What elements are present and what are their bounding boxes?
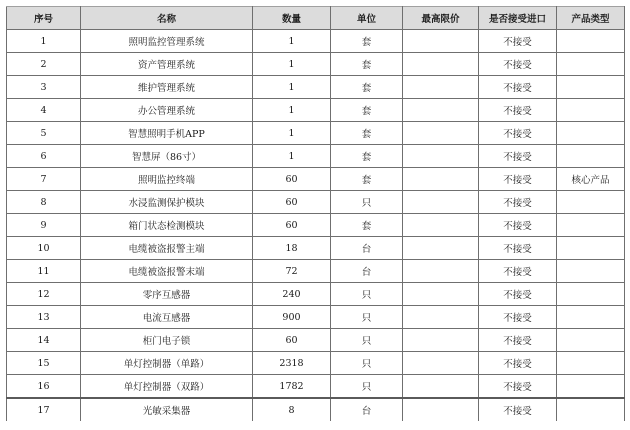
cell-quantity: 72 xyxy=(253,260,331,283)
cell-unit: 套 xyxy=(331,30,403,53)
cell-max-price xyxy=(403,122,479,145)
cell-accept-import: 不接受 xyxy=(479,168,557,191)
cell-max-price xyxy=(403,214,479,237)
cell-quantity: 1 xyxy=(253,76,331,99)
table-row xyxy=(7,306,625,329)
cell-unit: 只 xyxy=(331,352,403,375)
cell-index: 7 xyxy=(7,168,81,191)
cell-name: 照明监控管理系统 xyxy=(81,30,253,53)
cell-max-price xyxy=(403,168,479,191)
cell-max-price xyxy=(403,237,479,260)
cell-name: 柜门电子锁 xyxy=(81,329,253,352)
cell-index: 1 xyxy=(7,30,81,53)
cell-name: 水浸监测保护模块 xyxy=(81,191,253,214)
cell-product-type xyxy=(557,76,625,99)
table-row xyxy=(7,191,625,214)
cell-quantity: 1 xyxy=(253,122,331,145)
cell-index: 3 xyxy=(7,76,81,99)
cell-name: 零序互感器 xyxy=(81,283,253,306)
product-table xyxy=(6,6,625,421)
cell-product-type xyxy=(557,260,625,283)
cell-name: 照明监控终端 xyxy=(81,168,253,191)
cell-unit: 套 xyxy=(331,214,403,237)
cell-unit: 台 xyxy=(331,237,403,260)
cell-accept-import: 不接受 xyxy=(479,237,557,260)
cell-accept-import: 不接受 xyxy=(479,260,557,283)
cell-quantity: 1 xyxy=(253,145,331,168)
cell-accept-import: 不接受 xyxy=(479,145,557,168)
cell-name: 办公管理系统 xyxy=(81,99,253,122)
cell-unit: 套 xyxy=(331,53,403,76)
cell-max-price xyxy=(403,306,479,329)
cell-max-price xyxy=(403,375,479,399)
cell-quantity: 900 xyxy=(253,306,331,329)
table-row xyxy=(7,30,625,53)
table-row xyxy=(7,329,625,352)
cell-product-type xyxy=(557,145,625,168)
cell-name: 电缆被盗报警末端 xyxy=(81,260,253,283)
cell-max-price xyxy=(403,76,479,99)
cell-unit: 只 xyxy=(331,306,403,329)
cell-accept-import: 不接受 xyxy=(479,329,557,352)
cell-index: 8 xyxy=(7,191,81,214)
cell-product-type xyxy=(557,30,625,53)
table-row xyxy=(7,352,625,375)
cell-product-type xyxy=(557,283,625,306)
cell-max-price xyxy=(403,53,479,76)
cell-name: 维护管理系统 xyxy=(81,76,253,99)
cell-index: 6 xyxy=(7,145,81,168)
cell-product-type: 核心产品 xyxy=(557,168,625,191)
header-index: 序号 xyxy=(7,7,81,30)
table-row xyxy=(7,76,625,99)
cell-name: 单灯控制器（单路） xyxy=(81,352,253,375)
cell-name: 单灯控制器（双路） xyxy=(81,375,253,399)
cell-unit: 套 xyxy=(331,122,403,145)
header-max-price: 最高限价 xyxy=(403,7,479,30)
table-row xyxy=(7,122,625,145)
cell-unit: 套 xyxy=(331,168,403,191)
cell-unit: 台 xyxy=(331,260,403,283)
cell-quantity: 2318 xyxy=(253,352,331,375)
cell-accept-import: 不接受 xyxy=(479,191,557,214)
cell-accept-import: 不接受 xyxy=(479,306,557,329)
cell-index: 15 xyxy=(7,352,81,375)
cell-index: 11 xyxy=(7,260,81,283)
cell-index: 17 xyxy=(7,398,81,421)
cell-accept-import: 不接受 xyxy=(479,398,557,421)
cell-name: 智慧照明手机APP xyxy=(81,122,253,145)
cell-name: 电流互感器 xyxy=(81,306,253,329)
table-row xyxy=(7,260,625,283)
cell-accept-import: 不接受 xyxy=(479,214,557,237)
header-row xyxy=(7,7,625,30)
cell-accept-import: 不接受 xyxy=(479,352,557,375)
table-row xyxy=(7,237,625,260)
cell-quantity: 60 xyxy=(253,214,331,237)
cell-max-price xyxy=(403,30,479,53)
cell-accept-import: 不接受 xyxy=(479,30,557,53)
cell-quantity: 60 xyxy=(253,329,331,352)
cell-product-type xyxy=(557,191,625,214)
table-row xyxy=(7,168,625,191)
header-accept-import: 是否接受进口 xyxy=(479,7,557,30)
cell-unit: 只 xyxy=(331,329,403,352)
table-row xyxy=(7,214,625,237)
table-body xyxy=(7,30,625,422)
cell-max-price xyxy=(403,145,479,168)
cell-quantity: 1 xyxy=(253,99,331,122)
header-quantity: 数量 xyxy=(253,7,331,30)
cell-unit: 只 xyxy=(331,191,403,214)
cell-index: 9 xyxy=(7,214,81,237)
cell-name: 智慧屏（86寸） xyxy=(81,145,253,168)
cell-accept-import: 不接受 xyxy=(479,99,557,122)
cell-max-price xyxy=(403,352,479,375)
cell-accept-import: 不接受 xyxy=(479,283,557,306)
cell-product-type xyxy=(557,375,625,399)
cell-max-price xyxy=(403,99,479,122)
cell-max-price xyxy=(403,260,479,283)
header-unit: 单位 xyxy=(331,7,403,30)
cell-max-price xyxy=(403,329,479,352)
header-name: 名称 xyxy=(81,7,253,30)
cell-product-type xyxy=(557,53,625,76)
cell-quantity: 1782 xyxy=(253,375,331,399)
cell-name: 光敏采集器 xyxy=(81,398,253,421)
cell-index: 5 xyxy=(7,122,81,145)
cell-product-type xyxy=(557,214,625,237)
cell-index: 2 xyxy=(7,53,81,76)
cell-max-price xyxy=(403,283,479,306)
table-row xyxy=(7,53,625,76)
table-row xyxy=(7,99,625,122)
cell-unit: 套 xyxy=(331,99,403,122)
cell-name: 电缆被盗报警主端 xyxy=(81,237,253,260)
cell-max-price xyxy=(403,398,479,421)
cell-product-type xyxy=(557,329,625,352)
cell-max-price xyxy=(403,191,479,214)
table-row xyxy=(7,145,625,168)
cell-index: 16 xyxy=(7,375,81,399)
cell-accept-import: 不接受 xyxy=(479,375,557,399)
cell-index: 4 xyxy=(7,99,81,122)
cell-unit: 台 xyxy=(331,398,403,421)
cell-accept-import: 不接受 xyxy=(479,53,557,76)
cell-quantity: 240 xyxy=(253,283,331,306)
cell-name: 箱门状态检测模块 xyxy=(81,214,253,237)
cell-quantity: 1 xyxy=(253,30,331,53)
cell-product-type xyxy=(557,237,625,260)
table-header xyxy=(7,7,625,30)
cell-unit: 只 xyxy=(331,283,403,306)
cell-unit: 套 xyxy=(331,145,403,168)
cell-product-type xyxy=(557,352,625,375)
table-row xyxy=(7,283,625,306)
cell-product-type xyxy=(557,99,625,122)
cell-index: 12 xyxy=(7,283,81,306)
cell-quantity: 8 xyxy=(253,398,331,421)
cell-quantity: 1 xyxy=(253,53,331,76)
cell-name: 资产管理系统 xyxy=(81,53,253,76)
cell-index: 13 xyxy=(7,306,81,329)
cell-quantity: 18 xyxy=(253,237,331,260)
header-product-type: 产品类型 xyxy=(557,7,625,30)
cell-product-type xyxy=(557,122,625,145)
table-row xyxy=(7,398,625,421)
cell-accept-import: 不接受 xyxy=(479,122,557,145)
cell-unit: 套 xyxy=(331,76,403,99)
table-row xyxy=(7,375,625,399)
cell-product-type xyxy=(557,306,625,329)
cell-index: 10 xyxy=(7,237,81,260)
cell-quantity: 60 xyxy=(253,168,331,191)
cell-accept-import: 不接受 xyxy=(479,76,557,99)
cell-product-type xyxy=(557,398,625,421)
cell-index: 14 xyxy=(7,329,81,352)
cell-unit: 只 xyxy=(331,375,403,399)
cell-quantity: 60 xyxy=(253,191,331,214)
